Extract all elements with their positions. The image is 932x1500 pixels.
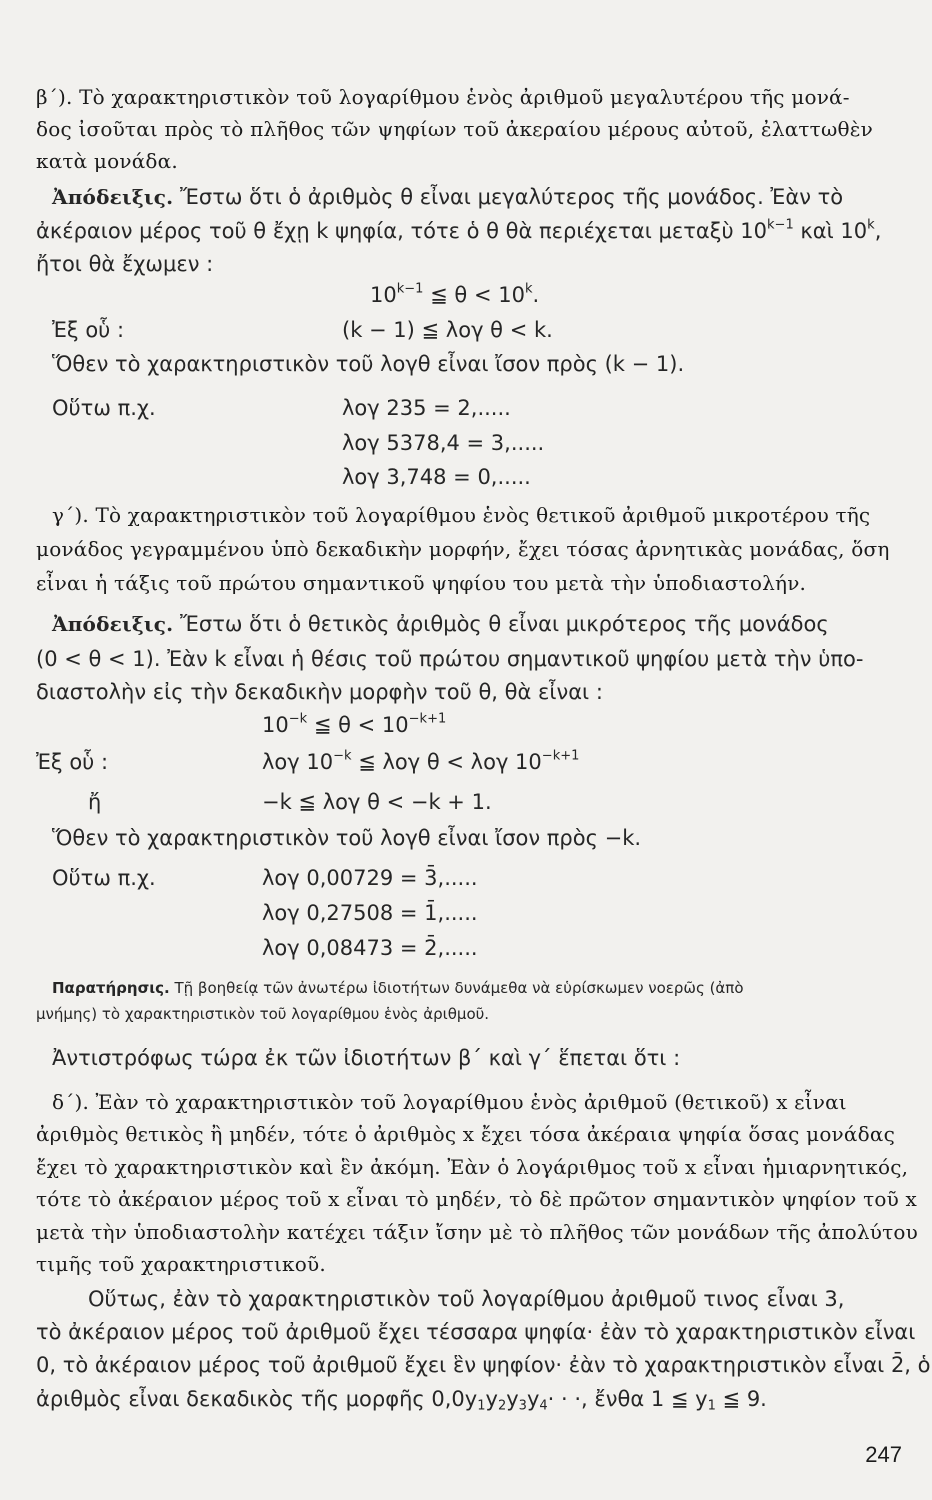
example-beta-1: λογ 235 = 2,.....: [342, 396, 511, 420]
hence-gamma: Ὅθεν τὸ χαρακτηριστικὸν τοῦ λογθ εἶναι ἴσον πρὸς −k.: [52, 826, 642, 850]
ineq-text: λογ 10: [262, 750, 334, 774]
proof-beta-line-3: ἤτοι θὰ ἔχωμεν :: [36, 252, 214, 276]
remark-line-2: μνήμης) τὸ χαρακτηριστικὸν τοῦ λογαρίθμου ἑνὸς ἀριθμοῦ.: [36, 1005, 490, 1023]
final-text: ἀριθμὸς εἶναι δεκαδικὸς τῆς μορφῆς 0,0y: [36, 1387, 478, 1411]
exponent: −k+1: [541, 748, 580, 764]
final-example-line-1: Οὕτως, ἐὰν τὸ χαρακτηριστικὸν τοῦ λογαρίθμου ἀριθμοῦ τινος εἶναι 3,: [88, 1287, 845, 1311]
exponent: −k+1: [408, 711, 447, 727]
subscript: 2: [497, 1398, 507, 1414]
subscript: 1: [477, 1398, 486, 1414]
proof-gamma-line-1: [52, 612, 829, 636]
inequality-beta-2: (k − 1) ≦ λογ θ < k.: [342, 318, 553, 342]
final-text: · · ·, ἔνθα 1 ≦ y: [547, 1387, 708, 1411]
prop-delta-line-1: δ΄). Ἐὰν τὸ χαρακτηριστικὸν τοῦ λογαρίθμου ἑνὸς ἀριθμοῦ (θετικοῦ) x εἶναι: [52, 1090, 847, 1114]
ineq-text: .: [532, 283, 540, 307]
proof-beta-line-2: [36, 219, 881, 243]
remark-label: Παρατήρησις.: [52, 979, 170, 997]
converse-line: Ἀντιστρόφως τώρα ἐκ τῶν ἰδιοτήτων β΄ καὶ γ΄ ἕπεται ὅτι :: [52, 1046, 681, 1070]
inequality-gamma-3: −k ≦ λογ θ < −k + 1.: [262, 790, 492, 814]
example-gamma-2: λογ 0,27508 = 1̄,.....: [262, 901, 478, 925]
proof-beta-text-1: Ἔστω ὅτι ὁ ἀριθμὸς θ εἶναι μεγαλύτερος τῆς μονάδος. Ἐὰν τὸ: [180, 185, 844, 209]
proof-label: Ἀπόδειξις.: [52, 185, 174, 209]
ineq-text: ≦ θ < 10: [423, 283, 525, 307]
or-label: ἤ: [88, 790, 102, 814]
ineq-text: ≦ λογ θ < λογ 10: [351, 750, 542, 774]
prop-beta-line-2: δος ἰσοῦται πρὸς τὸ πλῆθος τῶν ψηφίων τοῦ ἀκεραίου μέρους αὐτοῦ, ἐλαττωθὲν: [36, 117, 873, 141]
hence-beta: Ὅθεν τὸ χαρακτηριστικὸν τοῦ λογθ εἶναι ἴσον πρὸς (k − 1).: [52, 352, 685, 376]
example-label-gamma: Οὕτω π.χ.: [52, 866, 156, 890]
ex-ou-label-gamma: Ἐξ οὗ :: [36, 750, 109, 774]
exponent: −k: [333, 748, 352, 764]
prop-gamma-line-1: γ΄). Τὸ χαρακτηριστικὸν τοῦ λογαρίθμου ἑνὸς θετικοῦ ἀριθμοῦ μικροτέρου τῆς: [52, 503, 871, 527]
remark-line-1: [52, 979, 744, 997]
prop-gamma-line-3: εἶναι ἡ τάξις τοῦ πρώτου σημαντικοῦ ψηφίου του μετὰ τὴν ὑποδιαστολήν.: [36, 571, 807, 595]
ex-ou-label-beta: Ἐξ οὗ :: [52, 318, 125, 342]
final-example-line-4: [36, 1387, 767, 1414]
proof-gamma-line-3: διαστολὴν εἰς τὴν δεκαδικὴν μορφὴν τοῦ θ, θὰ εἶναι :: [36, 680, 603, 704]
final-text: y: [506, 1387, 519, 1411]
proof-label: Ἀπόδειξις.: [52, 612, 174, 636]
exponent: k−1: [767, 217, 794, 233]
exponent: k: [524, 281, 533, 297]
subscript: 4: [539, 1398, 548, 1414]
proof-beta-text-2c: ,: [874, 219, 882, 243]
proof-beta-text-2b: καὶ 10: [793, 219, 868, 243]
final-text: ≦ 9.: [715, 1387, 767, 1411]
prop-delta-line-6: τιμῆς τοῦ χαρακτηριστικοῦ.: [36, 1252, 326, 1276]
remark-text-1: Τῇ βοηθείᾳ τῶν ἀνωτέρω ἰδιοτήτων δυνάμεθα νὰ εὑρίσκωμεν νοερῶς (ἀπὸ: [174, 979, 744, 997]
example-gamma-1: λογ 0,00729 = 3̄,.....: [262, 866, 478, 890]
page-number: 247: [865, 1442, 902, 1467]
prop-beta-line-3: κατὰ μονάδα.: [36, 149, 178, 173]
proof-gamma-text-1: Ἔστω ὅτι ὁ θετικὸς ἀριθμὸς θ εἶναι μικρότερος τῆς μονάδος: [180, 612, 829, 636]
subscript: 3: [518, 1398, 527, 1414]
exponent: −k: [288, 711, 308, 727]
inequality-gamma-1: [262, 713, 446, 737]
subscript: 1: [707, 1398, 716, 1414]
example-beta-3: λογ 3,748 = 0,.....: [342, 465, 531, 489]
proof-gamma-line-2: (0 < θ < 1). Ἐὰν k εἶναι ἡ θέσις τοῦ πρώτου σημαντικοῦ ψηφίου μετὰ τὴν ὑπο-: [36, 647, 864, 671]
prop-gamma-line-2: μονάδος γεγραμμένου ὑπὸ δεκαδικὴν μορφήν, ἔχει τόσας ἀρνητικὰς μονάδας, ὅση: [36, 537, 890, 561]
ineq-text: 10: [262, 713, 289, 737]
prop-delta-line-2: ἀριθμὸς θετικὸς ἢ μηδέν, τότε ὁ ἀριθμὸς x ἔχει τόσα ἀκέραια ψηφία ὅσας μονάδας: [36, 1122, 895, 1146]
example-gamma-3: λογ 0,08473 = 2̄,.....: [262, 936, 478, 960]
exponent: k−1: [396, 281, 424, 297]
final-text: y: [526, 1387, 540, 1411]
example-beta-2: λογ 5378,4 = 3,.....: [342, 431, 545, 455]
prop-beta-line-1: β΄). Τὸ χαρακτηριστικὸν τοῦ λογαρίθμου ἑνὸς ἀριθμοῦ μεγαλυτέρου τῆς μονά-: [36, 85, 850, 109]
prop-delta-line-5: μετὰ τὴν ὑποδιαστολὴν κατέχει τάξιν ἴσην μὲ τὸ πλῆθος τῶν μονάδων τῆς ἀπολύτου: [36, 1220, 919, 1244]
ineq-text: ≦ θ < 10: [307, 713, 409, 737]
final-example-line-3: 0, τὸ ἀκέραιον μέρος τοῦ ἀριθμοῦ ἔχει ἓν ψηφίον· ἐὰν τὸ χαρακτηριστικὸν εἶναι 2̄, ὁ: [36, 1353, 931, 1377]
proof-beta-line-1: [52, 185, 843, 209]
proof-beta-text-2a: ἀκέραιον μέρος τοῦ θ ἔχῃ k ψηφία, τότε ὁ θ θὰ περιέχεται μεταξὺ 10: [36, 219, 768, 243]
final-text: y: [485, 1387, 498, 1411]
inequality-gamma-2: [262, 750, 579, 774]
prop-delta-line-3: ἔχει τὸ χαρακτηριστικὸν καὶ ἓν ἀκόμη. Ἐὰν ὁ λογάριθμος τοῦ x εἶναι ἡμιαρνητικός,: [36, 1155, 909, 1179]
final-example-line-2: τὸ ἀκέραιον μέρος τοῦ ἀριθμοῦ ἔχει τέσσαρα ψηφία· ἐὰν τὸ χαρακτηριστικὸν εἶναι: [36, 1320, 916, 1344]
exponent: k: [867, 217, 875, 233]
ineq-text: 10: [370, 283, 397, 307]
inequality-beta-1: [370, 283, 539, 307]
prop-delta-line-4: τότε τὸ ἀκέραιον μέρος τοῦ x εἶναι τὸ μηδέν, τὸ δὲ πρῶτον σημαντικὸν ψηφίον τοῦ x: [36, 1187, 917, 1211]
example-label-beta: Οὕτω π.χ.: [52, 396, 156, 420]
